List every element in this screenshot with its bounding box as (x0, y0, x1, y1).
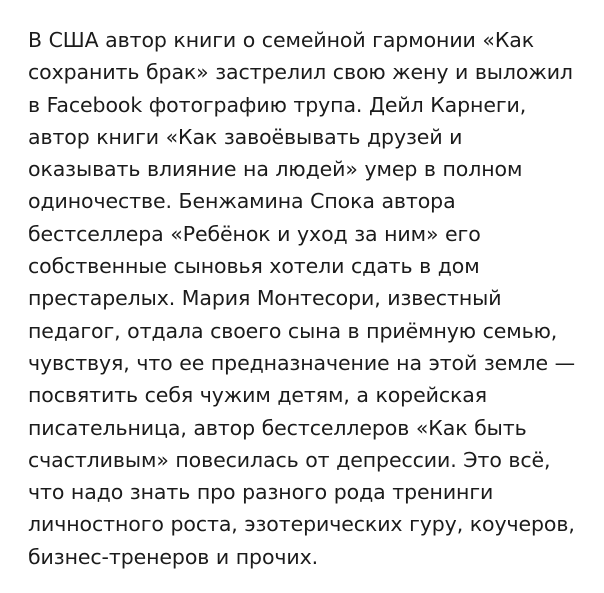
body-paragraph: В США автор книги о семейной гармонии «Как сохранить брак» застрелил свою жену и выложил в Facebook фотографию трупа. Дейл Карнеги, автор книги «Как завоёвывать друзей и оказывать влияние на людей» умер в полном одиночестве. Бенжамина Спока автора бестселлера «Ребёнок и уход за ним» его собственные сыновья хотели сдать в дом престарелых. Мария Монтесори, известный педагог, отдала своего сына в приёмную семью, чувствуя, что ее предназначение на этой земле — посвятить себя чужим детям, а корейская писательница, автор бестселлеров «Как быть счастливым» повесилась от депрессии. Это всё, что надо знать про разного рода тренинги личностного роста, эзотерических гуру, коучеров, бизнес-тренеров и прочих. (28, 28, 582, 569)
